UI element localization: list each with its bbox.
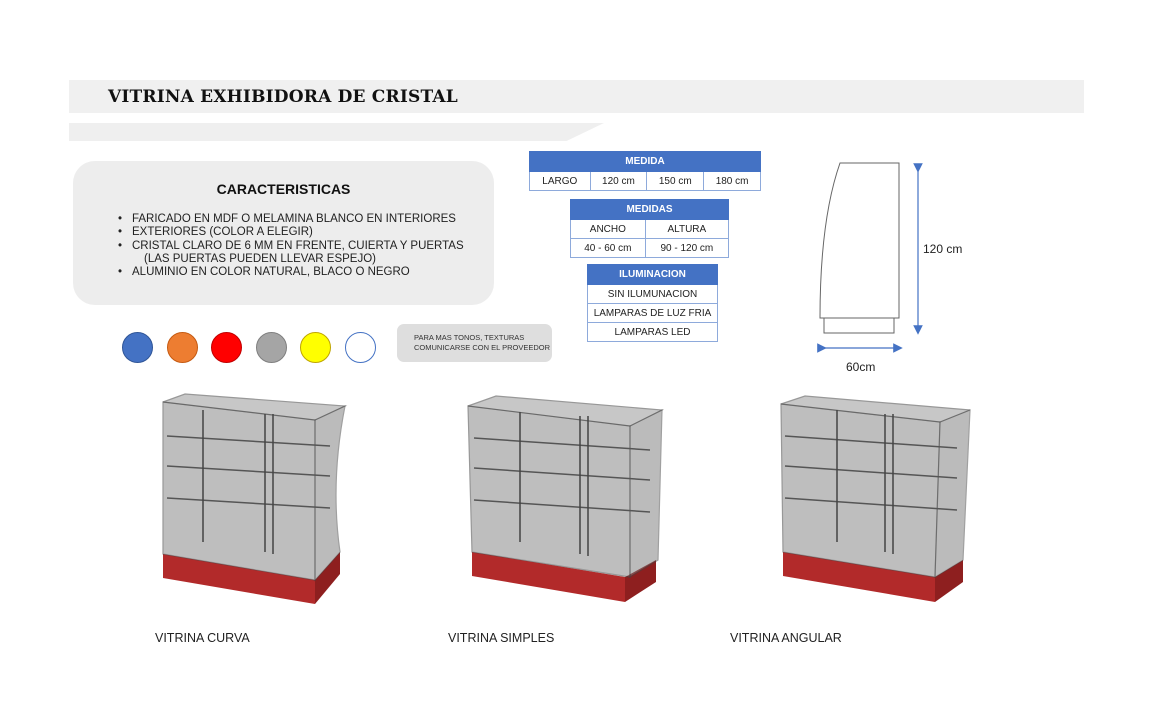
table-iluminacion-header: ILUMINACION	[588, 265, 718, 285]
feature-item: • ALUMINIO EN COLOR NATURAL, BLACO O NEGRO	[118, 266, 464, 279]
color-swatch-white[interactable]	[345, 332, 376, 363]
height-label: 120 cm	[923, 242, 963, 256]
table-medida	[529, 151, 761, 191]
product-label-simples: VITRINA SIMPLES	[448, 631, 555, 645]
tones-note	[397, 324, 552, 362]
table-cell: 90 - 120 cm	[645, 239, 728, 258]
product-label-angular: VITRINA ANGULAR	[730, 631, 842, 645]
tones-note-line1: PARA MAS TONOS, TEXTURAS	[414, 333, 525, 342]
vitrina-simples-image	[460, 392, 670, 612]
side-profile-diagram	[810, 150, 990, 380]
decorative-wedge	[69, 123, 604, 141]
tones-note-text	[414, 333, 550, 353]
color-swatch-gray[interactable]	[256, 332, 287, 363]
table-cell: LAMPARAS LED	[588, 323, 718, 342]
table-cell: 180 cm	[704, 172, 761, 191]
table-cell: 150 cm	[647, 172, 704, 191]
depth-label: 60cm	[846, 360, 876, 374]
color-swatch-orange[interactable]	[167, 332, 198, 363]
product-label-curva: VITRINA CURVA	[155, 631, 250, 645]
table-cell: 40 - 60 cm	[571, 239, 646, 258]
feature-item-note: (LAS PUERTAS PUEDEN LLEVAR ESPEJO)	[144, 252, 376, 265]
table-medidas	[570, 199, 729, 258]
cabinet-outline	[820, 163, 899, 318]
color-swatch-yellow[interactable]	[300, 332, 331, 363]
color-swatch-red[interactable]	[211, 332, 242, 363]
feature-item: • EXTERIORES (COLOR A ELEGIR)	[118, 226, 464, 239]
color-swatch-blue[interactable]	[122, 332, 153, 363]
table-cell: LAMPARAS DE LUZ FRIA	[588, 304, 718, 323]
page-title: VITRINA EXHIBIDORA DE CRISTAL	[108, 87, 458, 107]
tones-note-line2: COMUNICARSE CON EL PROVEEDOR	[414, 343, 550, 352]
cabinet-base	[824, 318, 894, 333]
table-cell: SIN ILUMUNACION	[588, 285, 718, 304]
table-iluminacion	[587, 264, 718, 342]
table-medida-header: MEDIDA	[530, 152, 761, 172]
feature-item: • CRISTAL CLARO DE 6 MM EN FRENTE, CUIERTA Y PUERTAS	[118, 240, 464, 253]
vitrina-angular-image	[775, 392, 980, 612]
feature-item: • FARICADO EN MDF O MELAMINA BLANCO EN INTERIORES	[118, 213, 464, 226]
features-list	[118, 213, 464, 279]
table-cell: LARGO	[530, 172, 591, 191]
table-medidas-header: MEDIDAS	[571, 200, 729, 220]
table-cell: ANCHO	[571, 220, 646, 239]
features-heading: CARACTERISTICAS	[216, 181, 351, 197]
table-cell: 120 cm	[590, 172, 647, 191]
vitrina-curva-image	[155, 392, 355, 612]
table-cell: ALTURA	[645, 220, 728, 239]
features-panel	[73, 161, 494, 305]
